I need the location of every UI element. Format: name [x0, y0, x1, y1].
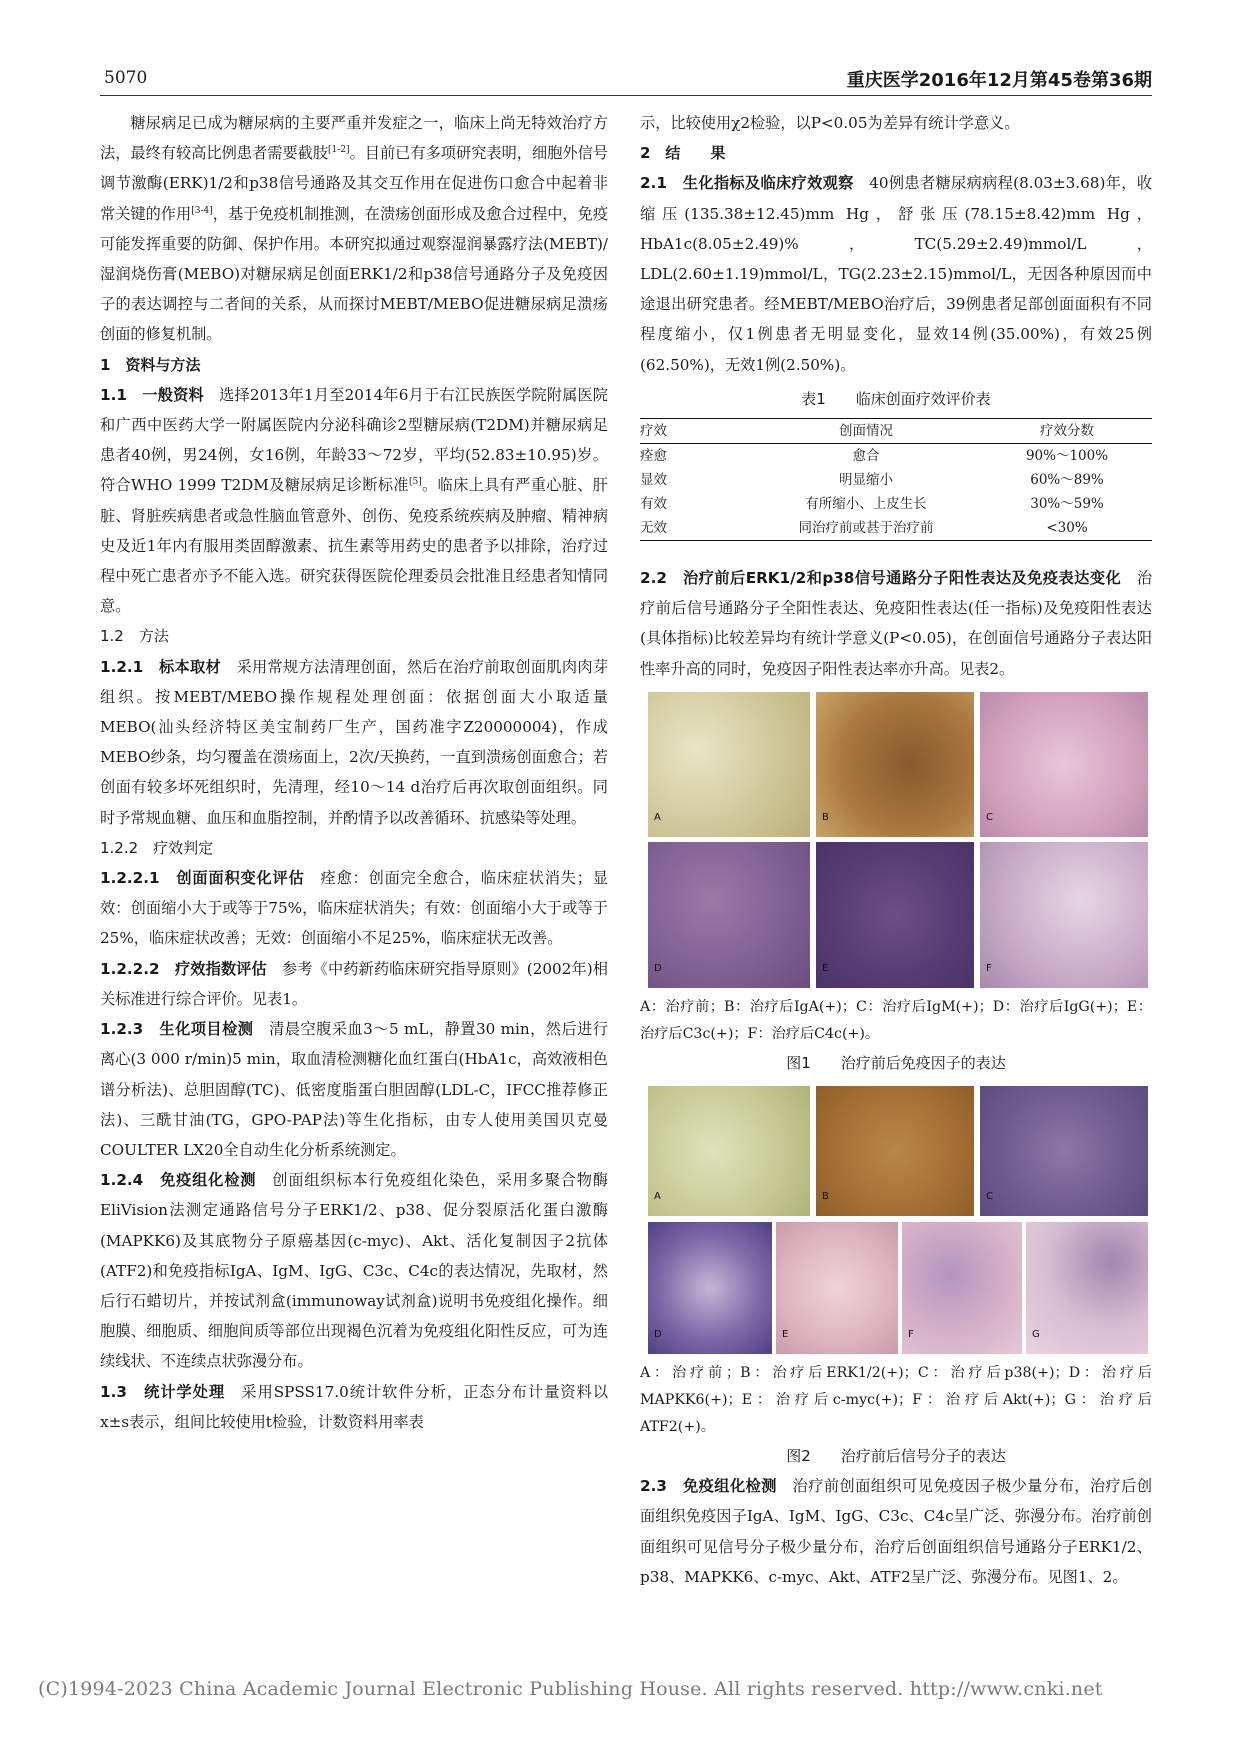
- section-1-1-head: 1.1 一般资料: [100, 385, 204, 404]
- table-cell: 无效: [640, 516, 750, 541]
- section-1-2-4-text: 创面组织标本行免疫组化染色，采用多聚合物酶EliVision法测定通路信号分子ERK1/2、p38、促分裂原活化蛋白激酶(MAPKK6)及其底物分子原癌基因(c-myc)、Akt、活化复制因子2抗体(ATF2)和免疫指标IgA、IgM、IgG、C3c、C4c的表达情况，先取材，然后行石蜡切片，并按试剂盒(immunoway试剂盒)说明书免疫组化操作。细胞膜、细胞质、细胞间质等部位出现褐色沉着为免疫组化阳性反应，可为连续线状、不连续点状弥漫分布。: [100, 1171, 608, 1371]
- right-column: [640, 108, 1152, 1592]
- section-2-2-head: 2.2 治疗前后ERK1/2和p38信号通路分子阳性表达及免疫表达变化: [640, 569, 1122, 588]
- panel-label: G: [1032, 1328, 1040, 1340]
- section-2-1-text: 40例患者糖尿病病程(8.03±3.68)年，收缩压(135.38±12.45)mm Hg，舒张压(78.15±8.42)mm Hg，HbA1c(8.05±2.49)%，TC(5.29±2.49)mmol/L，LDL(2.60±1.19)mmol/L，TG(2.23±2.15)mmol/L，无因各种原因而中途退出研究患者。经MEBT/MEBO治疗后，39例患者足部创面面积有不同程度缩小，仅1例患者无明显变化，显效14例(35.00%)，有效25例(62.50%)，无效1例(2.50%)。: [640, 174, 1152, 374]
- micrograph-image: [648, 692, 810, 837]
- section-2-title: 2 结 果: [640, 144, 726, 163]
- micrograph-image: [776, 1222, 898, 1354]
- intro-text-a: 糖尿病足已成为糖尿病的主要严重并发症之一，临床上尚无特效治疗方法，最终有较高比例患者需要截肢: [100, 114, 608, 163]
- stats-continuation: 示，比较使用χ2检验，以P<0.05为差异有统计学意义。: [640, 114, 1020, 132]
- table-cell: 愈合: [852, 448, 880, 465]
- left-column: [100, 108, 608, 1437]
- table-cell: 有效: [640, 496, 667, 513]
- table-row: [640, 516, 1152, 541]
- micrograph-image: [648, 1222, 772, 1354]
- table-cell: <30%: [982, 516, 1152, 541]
- table-1-title: 表1 临床创面疗效评价表: [801, 389, 991, 408]
- section-1-2-4-head: 1.2.4 免疫组化检测: [100, 1171, 257, 1190]
- section-1-2-2-2-head: 1.2.2.2 疗效指数评估: [100, 959, 267, 978]
- table-cell: 90%～100%: [1025, 448, 1109, 465]
- section-2-1: [640, 168, 1152, 379]
- section-2-2-text: 治疗前后信号通路分子全阳性表达、免疫阳性表达(任一指标)及免疫阳性表达(具体指标)比较差异均有统计学意义(P<0.05)，在创面信号通路分子表达阳性率升高的同时，免疫因子阳性表达率亦升高。见表2。: [640, 569, 1153, 678]
- journal-header: 重庆医学2016年12月第45卷第36期: [846, 70, 1152, 91]
- figure-1: [640, 692, 1152, 988]
- section-1-2-3-head: 1.2.3 生化项目检测: [100, 1020, 254, 1039]
- ref-3-4: [3-4]: [191, 205, 213, 216]
- micrograph-image: [980, 1086, 1148, 1216]
- table-cell: 30%～59%: [1030, 496, 1104, 513]
- panel-label: F: [908, 1328, 914, 1340]
- section-1-3-head: 1.3 统计学处理: [100, 1382, 226, 1401]
- panel-label: E: [782, 1328, 789, 1340]
- section-1-title: 1 资料与方法: [100, 355, 201, 374]
- panel-label: D: [654, 1328, 662, 1340]
- section-1-2-1-head: 1.2.1 标本取材: [100, 657, 222, 676]
- section-2-3-text: 治疗前创面组织可见免疫因子极少量分布，治疗后创面组织免疫因子IgA、IgM、IgG、C3c、C4c呈广泛、弥漫分布。治疗前创面组织可见信号分子极少量分布，治疗后创面组织信号通路分子ERK1/2、p38、MAPKK6、c-myc、Akt、ATF2呈广泛、弥漫分布。见图1、2。: [640, 1477, 1153, 1586]
- intro-text-c: ，基于免疫机制推测，在溃疡创面形成及愈合过程中，免疫可能发挥重要的防御、保护作用。本研究拟通过观察湿润暴露疗法(MEBT)/湿润烧伤膏(MEBO)对糖尿病足创面ERK1/2和p38信号通路分子及免疫因子的表达调控与二者间的关系，从而探讨MEBT/MEBO促进糖尿病足溃疡创面的修复机制。: [100, 204, 609, 344]
- table-row: [640, 444, 1152, 469]
- panel-label: A: [654, 1190, 661, 1202]
- section-1-2-1-text: 采用常规方法清理创面，然后在治疗前取创面肌肉肉芽组织。按MEBT/MEBO操作规程处理创面：依据创面大小取适量MEBO(汕头经济特区美宝制药厂生产，国药准字Z20000004)，作成MEBO纱条，均匀覆盖在溃疡面上，2次/天换药，一直到溃疡创面愈合；若创面有较多坏死组织时，先清理，经10～14 d治疗后再次取创面组织。同时予常规血糖、血压和血脂控制，并酌情予以改善循环、抗感染等处理。: [100, 657, 609, 827]
- micrograph-image: [980, 842, 1148, 988]
- figure-2-caption: A：治疗前；B：治疗后ERK1/2(+)；C：治疗后p38(+)；D：治疗后MAPKK6(+)；E：治疗后c-myc(+)；F：治疗后Akt(+)；G：治疗后ATF2(+)。: [640, 1365, 1152, 1436]
- panel-label: B: [822, 1190, 829, 1202]
- figure-2: [640, 1086, 1152, 1354]
- section-2-1-head: 2.1 生化指标及临床疗效观察: [640, 174, 854, 193]
- section-1-2-2-1-head: 1.2.2.1 创面面积变化评估: [100, 869, 305, 888]
- section-1-2-2-1: [100, 863, 608, 954]
- micrograph-image: [1026, 1222, 1148, 1354]
- intro-text-b: 。目前已有多项研究表明，细胞外信号调节激酶(ERK)1/2和p38信号通路及其交互作用在促进伤口愈合中起着非常关键的作用: [100, 144, 609, 223]
- panel-label: C: [986, 1190, 993, 1202]
- micrograph-image: [648, 1086, 810, 1216]
- table-header-cell: 创面情况: [750, 419, 982, 444]
- copyright-footer: (C)1994-2023 China Academic Journal Electronic Publishing House. All rights reserved. http://www.cnki.net: [38, 1678, 1103, 1700]
- panel-label: C: [986, 811, 993, 823]
- section-1-3-text: 采用SPSS17.0统计软件分析，正态分布计量资料以x±s表示，组间比较使用t检验，计数资料用率表: [100, 1382, 609, 1431]
- section-1-2-3-text: 清晨空腹采血3～5 mL，静置30 min，然后进行离心(3 000 r/min)5 min，取血清检测糖化血红蛋白(HbA1c，高效液相色谱分析法)、总胆固醇(TC)、低密度脂蛋白胆固醇(LDL-C，IFCC推荐修正法)、三酰甘油(TG，GPO-PAP法)等生化指标，由专人使用美国贝克曼COULTER LX20全自动生化分析系统测定。: [100, 1020, 608, 1159]
- micrograph-image: [902, 1222, 1022, 1354]
- panel-label: E: [822, 962, 829, 974]
- section-1-1-text-b: 。临床上具有严重心脏、肝脏、肾脏疾病患者或急性脑血管意外、创伤、免疫系统疾病及肿瘤、精神病史及近1年内有服用类固醇激素、抗生素等用药史的患者予以排除，治疗过程中死亡患者亦予不能入选。研究获得医院伦理委员会批准且经患者知情同意。: [100, 476, 608, 616]
- table-cell: 有所缩小、上皮生长: [805, 496, 927, 513]
- section-1-2-1: [100, 652, 608, 833]
- table-header-cell: 疗效: [640, 419, 750, 444]
- section-1-1-text: 选择2013年1月至2014年6月于右江民族医学院附属医院和广西中医药大学一附属医院内分泌科确诊2型糖尿病(T2DM)并糖尿病足患者40例，男24例，女16例，年龄33～72岁，平均(52.83±10.95)岁。符合WHO 1999 T2DM及糖尿病足诊断标准: [100, 385, 608, 495]
- panel-label: F: [986, 962, 992, 974]
- section-2-3-head: 2.3 免疫组化检测: [640, 1477, 777, 1496]
- ref-5: [5]: [408, 477, 422, 488]
- table-cell: 同治疗前或甚于治疗前: [750, 516, 982, 541]
- section-1-2-4: [100, 1165, 608, 1376]
- figure-2-title: 图2 治疗前后信号分子的表达: [786, 1447, 1006, 1466]
- table-cell: 痊愈: [640, 448, 667, 465]
- section-2-3: [640, 1471, 1152, 1592]
- section-1-2-title: 1.2 方法: [100, 627, 169, 646]
- table-cell: 明显缩小: [839, 472, 893, 489]
- table-cell: 显效: [640, 472, 667, 489]
- table-header-row: [640, 419, 1152, 444]
- panel-label: D: [654, 962, 662, 974]
- section-2-2: [640, 563, 1152, 684]
- panel-label: A: [654, 811, 661, 823]
- page-number: 5070: [104, 68, 148, 88]
- section-1-2-2-2-text: 参考《中药新药临床研究指导原则》(2002年)相关标准进行综合评价。见表1。: [100, 959, 608, 1008]
- figure-1-caption: A：治疗前；B：治疗后IgA(+)；C：治疗后IgM(+)；D：治疗后IgG(+)；E：治疗后C3c(+)；F：治疗后C4c(+)。: [640, 998, 1152, 1042]
- micrograph-image: [980, 692, 1148, 837]
- section-1-3: [100, 1377, 608, 1437]
- table-header-cell: 疗效分数: [982, 419, 1152, 444]
- table-cell: 60%～89%: [1030, 472, 1104, 489]
- figure-1-title: 图1 治疗前后免疫因子的表达: [786, 1053, 1006, 1072]
- table-1: [640, 418, 1152, 541]
- panel-label: B: [822, 811, 829, 823]
- header-rule: [100, 95, 1152, 96]
- micrograph-image: [648, 842, 810, 988]
- section-1-2-2-title: 1.2.2 疗效判定: [100, 838, 214, 857]
- intro-paragraph: [100, 108, 608, 350]
- section-1-1: [100, 380, 608, 622]
- section-1-2-2-2: [100, 954, 608, 1014]
- section-1-2-2-1-text: 痊愈：创面完全愈合，临床症状消失；显效：创面缩小大于或等于75%，临床症状消失；有效：创面缩小大于或等于25%，临床症状改善；无效：创面缩小不足25%，临床症状无改善。: [100, 869, 608, 948]
- section-1-2-3: [100, 1014, 608, 1165]
- micrograph-image: [816, 1086, 974, 1216]
- table-row: [640, 468, 1152, 492]
- ref-1-2: [1-2]: [328, 145, 350, 156]
- micrograph-image: [816, 842, 974, 988]
- micrograph-image: [816, 692, 974, 837]
- table-row: [640, 492, 1152, 516]
